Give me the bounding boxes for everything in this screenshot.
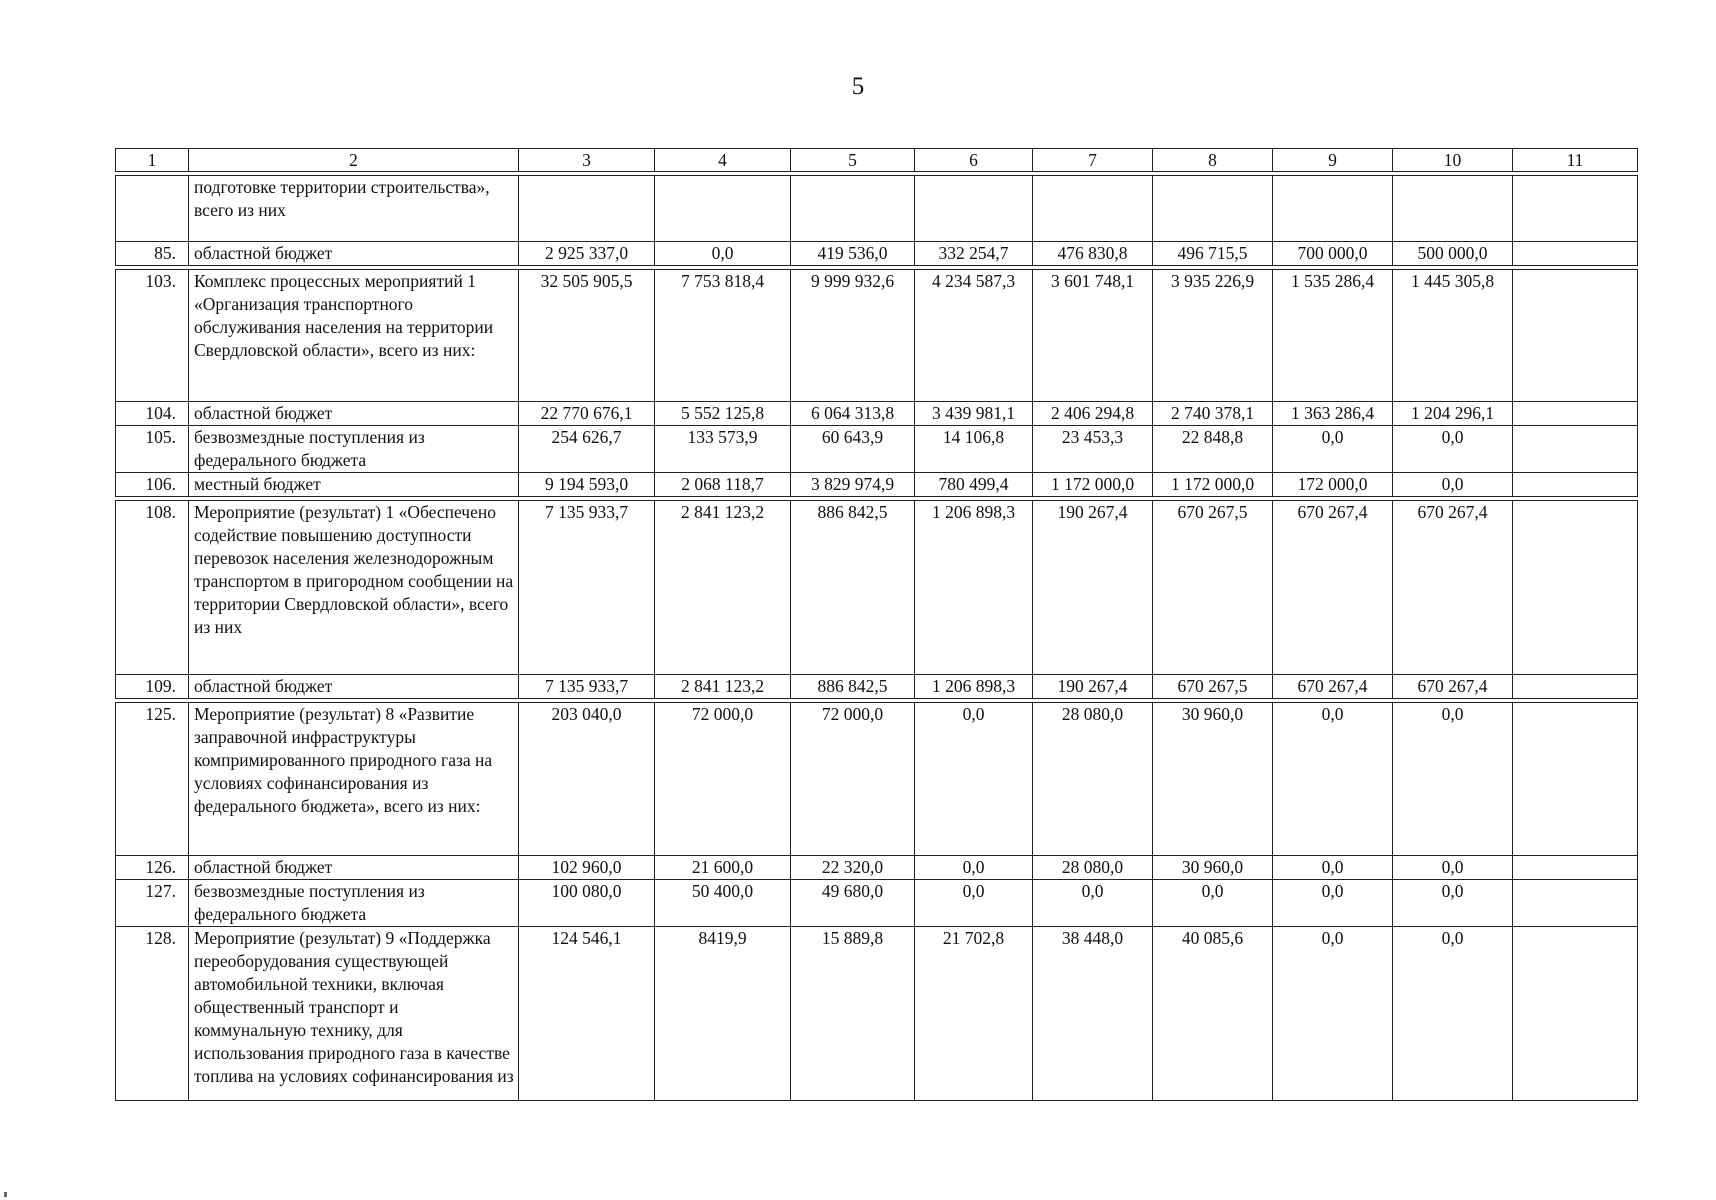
column-header: 5 xyxy=(791,149,915,172)
column-header: 1 xyxy=(116,149,189,172)
value-cell-col-3 xyxy=(519,176,655,242)
value-cell-col-5: 6 064 313,8 xyxy=(791,402,915,426)
budget-table-block xyxy=(115,269,1638,497)
value-cell-col-8: 1 172 000,0 xyxy=(1153,473,1273,497)
value-cell-col-6: 0,0 xyxy=(915,856,1033,880)
table-blocks xyxy=(115,172,1637,1101)
row-number: 126. xyxy=(116,856,189,880)
column-header: 9 xyxy=(1273,149,1393,172)
value-cell-col-3: 2 925 337,0 xyxy=(519,242,655,266)
value-cell-col-5: 9 999 932,6 xyxy=(791,270,915,402)
value-cell-col-6: 14 106,8 xyxy=(915,426,1033,473)
value-cell-col-5: 886 842,5 xyxy=(791,501,915,675)
budget-table-block xyxy=(115,175,1638,266)
row-number xyxy=(116,176,189,242)
value-cell-col-11 xyxy=(1513,242,1638,266)
value-cell-col-8: 496 715,5 xyxy=(1153,242,1273,266)
row-number: 108. xyxy=(116,501,189,675)
value-cell-col-3: 7 135 933,7 xyxy=(519,501,655,675)
value-cell-col-8: 30 960,0 xyxy=(1153,703,1273,856)
value-cell-col-7: 1 172 000,0 xyxy=(1033,473,1153,497)
value-cell-col-9: 700 000,0 xyxy=(1273,242,1393,266)
value-cell-col-4: 50 400,0 xyxy=(655,880,791,927)
value-cell-col-3: 203 040,0 xyxy=(519,703,655,856)
value-cell-col-9: 0,0 xyxy=(1273,927,1393,1101)
header-table xyxy=(115,148,1638,172)
value-cell-col-8: 670 267,5 xyxy=(1153,501,1273,675)
value-cell-col-5: 60 643,9 xyxy=(791,426,915,473)
value-cell-col-10: 0,0 xyxy=(1393,473,1513,497)
value-cell-col-5: 3 829 974,9 xyxy=(791,473,915,497)
value-cell-col-5: 22 320,0 xyxy=(791,856,915,880)
value-cell-col-3: 102 960,0 xyxy=(519,856,655,880)
value-cell-col-11 xyxy=(1513,927,1638,1101)
value-cell-col-4: 2 841 123,2 xyxy=(655,501,791,675)
value-cell-col-7: 2 406 294,8 xyxy=(1033,402,1153,426)
row-description: областной бюджет xyxy=(189,402,519,426)
value-cell-col-8: 30 960,0 xyxy=(1153,856,1273,880)
value-cell-col-7: 190 267,4 xyxy=(1033,501,1153,675)
table-row xyxy=(116,856,1638,880)
row-description: областной бюджет xyxy=(189,856,519,880)
value-cell-col-7: 3 601 748,1 xyxy=(1033,270,1153,402)
column-number-row xyxy=(116,149,1638,172)
table-row xyxy=(116,703,1638,856)
value-cell-col-8: 22 848,8 xyxy=(1153,426,1273,473)
value-cell-col-7: 476 830,8 xyxy=(1033,242,1153,266)
value-cell-col-10: 1 204 296,1 xyxy=(1393,402,1513,426)
column-header: 3 xyxy=(519,149,655,172)
row-description: Мероприятие (результат) 1 «Обеспечено содействие повышению доступности перевозок населения железнодорожным транспортом в пригородном сообщении на территории Свердловской области», всего из них xyxy=(189,501,519,675)
column-header: 8 xyxy=(1153,149,1273,172)
value-cell-col-4 xyxy=(655,176,791,242)
value-cell-col-4: 0,0 xyxy=(655,242,791,266)
row-description: Комплекс процессных мероприятий 1 «Организация транспортного обслуживания населения на территории Свердловской области», всего из них: xyxy=(189,270,519,402)
value-cell-col-5: 49 680,0 xyxy=(791,880,915,927)
row-number: 127. xyxy=(116,880,189,927)
column-header: 6 xyxy=(915,149,1033,172)
value-cell-col-9: 1 363 286,4 xyxy=(1273,402,1393,426)
page-number: 5 xyxy=(851,73,865,100)
value-cell-col-4: 133 573,9 xyxy=(655,426,791,473)
value-cell-col-6 xyxy=(915,176,1033,242)
value-cell-col-11 xyxy=(1513,880,1638,927)
value-cell-col-6: 1 206 898,3 xyxy=(915,501,1033,675)
value-cell-col-4: 2 068 118,7 xyxy=(655,473,791,497)
value-cell-col-11 xyxy=(1513,176,1638,242)
column-header: 10 xyxy=(1393,149,1513,172)
row-number: 128. xyxy=(116,927,189,1101)
value-cell-col-9: 1 535 286,4 xyxy=(1273,270,1393,402)
value-cell-col-9: 0,0 xyxy=(1273,426,1393,473)
value-cell-col-3: 100 080,0 xyxy=(519,880,655,927)
value-cell-col-10: 0,0 xyxy=(1393,703,1513,856)
value-cell-col-9 xyxy=(1273,176,1393,242)
value-cell-col-8: 40 085,6 xyxy=(1153,927,1273,1101)
value-cell-col-10: 0,0 xyxy=(1393,856,1513,880)
row-number: 106. xyxy=(116,473,189,497)
value-cell-col-9: 172 000,0 xyxy=(1273,473,1393,497)
table-row xyxy=(116,675,1638,699)
row-description: безвозмездные поступления из федерального бюджета xyxy=(189,426,519,473)
value-cell-col-3: 254 626,7 xyxy=(519,426,655,473)
value-cell-col-4: 72 000,0 xyxy=(655,703,791,856)
table-row xyxy=(116,242,1638,266)
scan-mark xyxy=(4,1192,7,1197)
budget-table-block xyxy=(115,500,1638,699)
column-header: 7 xyxy=(1033,149,1153,172)
value-cell-col-6: 780 499,4 xyxy=(915,473,1033,497)
value-cell-col-6: 21 702,8 xyxy=(915,927,1033,1101)
table-row xyxy=(116,927,1638,1101)
value-cell-col-8: 3 935 226,9 xyxy=(1153,270,1273,402)
budget-table-block xyxy=(115,702,1638,1101)
value-cell-col-11 xyxy=(1513,473,1638,497)
value-cell-col-9: 0,0 xyxy=(1273,856,1393,880)
value-cell-col-3: 124 546,1 xyxy=(519,927,655,1101)
value-cell-col-5: 72 000,0 xyxy=(791,703,915,856)
value-cell-col-4: 7 753 818,4 xyxy=(655,270,791,402)
value-cell-col-6: 1 206 898,3 xyxy=(915,675,1033,699)
value-cell-col-9: 670 267,4 xyxy=(1273,501,1393,675)
value-cell-col-10: 1 445 305,8 xyxy=(1393,270,1513,402)
column-header: 11 xyxy=(1513,149,1638,172)
value-cell-col-3: 7 135 933,7 xyxy=(519,675,655,699)
value-cell-col-6: 0,0 xyxy=(915,703,1033,856)
value-cell-col-3: 32 505 905,5 xyxy=(519,270,655,402)
row-description: областной бюджет xyxy=(189,675,519,699)
row-number: 109. xyxy=(116,675,189,699)
value-cell-col-4: 2 841 123,2 xyxy=(655,675,791,699)
value-cell-col-4: 8419,9 xyxy=(655,927,791,1101)
value-cell-col-5: 886 842,5 xyxy=(791,675,915,699)
value-cell-col-9: 0,0 xyxy=(1273,880,1393,927)
row-description: Мероприятие (результат) 8 «Развитие заправочной инфраструктуры компримированного природного газа на условиях софинансирования из федерального бюджета», всего из них: xyxy=(189,703,519,856)
value-cell-col-6: 0,0 xyxy=(915,880,1033,927)
column-header: 4 xyxy=(655,149,791,172)
value-cell-col-6: 4 234 587,3 xyxy=(915,270,1033,402)
row-number: 105. xyxy=(116,426,189,473)
column-header: 2 xyxy=(189,149,519,172)
value-cell-col-7: 23 453,3 xyxy=(1033,426,1153,473)
table-row xyxy=(116,501,1638,675)
value-cell-col-5: 419 536,0 xyxy=(791,242,915,266)
value-cell-col-8: 670 267,5 xyxy=(1153,675,1273,699)
value-cell-col-3: 9 194 593,0 xyxy=(519,473,655,497)
value-cell-col-11 xyxy=(1513,675,1638,699)
value-cell-col-11 xyxy=(1513,703,1638,856)
value-cell-col-10 xyxy=(1393,176,1513,242)
value-cell-col-10: 0,0 xyxy=(1393,927,1513,1101)
table-row xyxy=(116,176,1638,242)
value-cell-col-7: 28 080,0 xyxy=(1033,703,1153,856)
value-cell-col-6: 332 254,7 xyxy=(915,242,1033,266)
row-number: 125. xyxy=(116,703,189,856)
table-row xyxy=(116,402,1638,426)
row-description: подготовке территории строительства», всего из них xyxy=(189,176,519,242)
value-cell-col-7: 38 448,0 xyxy=(1033,927,1153,1101)
value-cell-col-9: 0,0 xyxy=(1273,703,1393,856)
value-cell-col-5 xyxy=(791,176,915,242)
value-cell-col-4: 5 552 125,8 xyxy=(655,402,791,426)
value-cell-col-10: 670 267,4 xyxy=(1393,675,1513,699)
value-cell-col-8: 0,0 xyxy=(1153,880,1273,927)
value-cell-col-11 xyxy=(1513,270,1638,402)
value-cell-col-6: 3 439 981,1 xyxy=(915,402,1033,426)
row-description: Мероприятие (результат) 9 «Поддержка переоборудования существующей автомобильной техники, включая общественный транспорт и коммунальную технику, для использования природного газа в качестве топлива на условиях софинансирования из xyxy=(189,927,519,1101)
value-cell-col-11 xyxy=(1513,426,1638,473)
row-number: 104. xyxy=(116,402,189,426)
budget-tables xyxy=(115,148,1637,1101)
table-row xyxy=(116,473,1638,497)
value-cell-col-9: 670 267,4 xyxy=(1273,675,1393,699)
value-cell-col-11 xyxy=(1513,501,1638,675)
value-cell-col-10: 0,0 xyxy=(1393,880,1513,927)
row-description: местный бюджет xyxy=(189,473,519,497)
value-cell-col-8: 2 740 378,1 xyxy=(1153,402,1273,426)
value-cell-col-10: 0,0 xyxy=(1393,426,1513,473)
row-description: областной бюджет xyxy=(189,242,519,266)
value-cell-col-7: 190 267,4 xyxy=(1033,675,1153,699)
value-cell-col-7: 0,0 xyxy=(1033,880,1153,927)
row-description: безвозмездные поступления из федерального бюджета xyxy=(189,880,519,927)
table-row xyxy=(116,270,1638,402)
value-cell-col-11 xyxy=(1513,402,1638,426)
table-row xyxy=(116,880,1638,927)
row-number: 85. xyxy=(116,242,189,266)
value-cell-col-4: 21 600,0 xyxy=(655,856,791,880)
value-cell-col-10: 670 267,4 xyxy=(1393,501,1513,675)
value-cell-col-8 xyxy=(1153,176,1273,242)
value-cell-col-5: 15 889,8 xyxy=(791,927,915,1101)
value-cell-col-7: 28 080,0 xyxy=(1033,856,1153,880)
row-number: 103. xyxy=(116,270,189,402)
value-cell-col-3: 22 770 676,1 xyxy=(519,402,655,426)
value-cell-col-10: 500 000,0 xyxy=(1393,242,1513,266)
value-cell-col-7 xyxy=(1033,176,1153,242)
value-cell-col-11 xyxy=(1513,856,1638,880)
table-row xyxy=(116,426,1638,473)
